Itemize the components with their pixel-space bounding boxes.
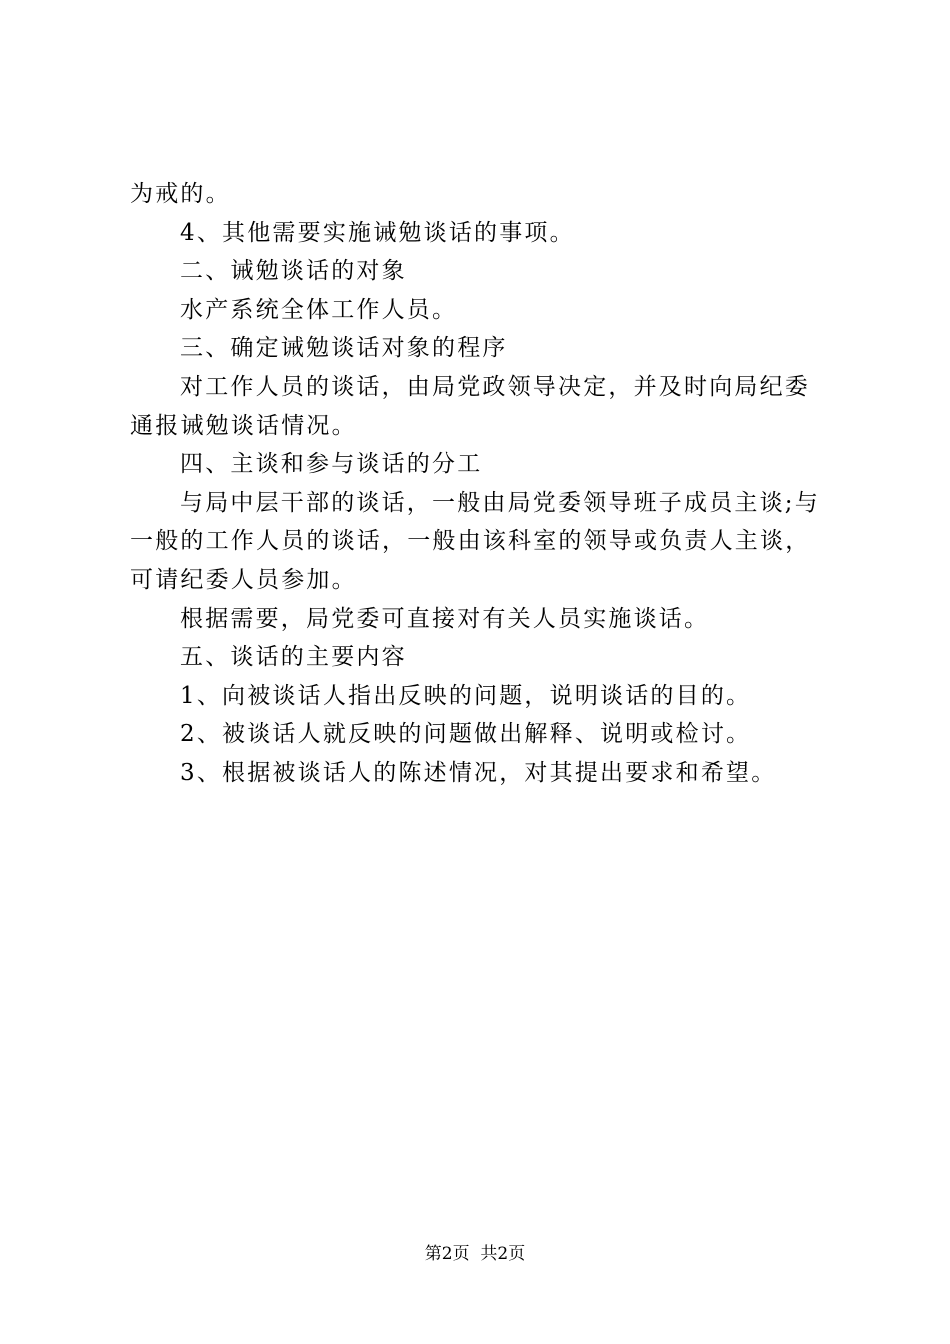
list-item: 2、被谈话人就反映的问题做出解释、说明或检讨。	[180, 721, 752, 748]
text-line: 与局中层干部的谈话，一般由局党委领导班子成员主谈;与	[180, 489, 820, 516]
section-heading: 三、确定诫勉谈话对象的程序	[180, 335, 508, 362]
text-line: 对工作人员的谈话，由局党政领导决定，并及时向局纪委	[180, 373, 810, 400]
text-line: 一般的工作人员的谈话，一般由该科室的领导或负责人主谈，	[130, 528, 811, 555]
text-line: 为戒的。	[130, 181, 231, 207]
list-item: 1、向被谈话人指出反映的问题，说明谈话的目的。	[180, 682, 752, 709]
section-heading: 二、诫勉谈话的对象	[180, 258, 407, 285]
text-line: 可请纪委人员参加。	[130, 566, 357, 593]
page-number: 第2页 共2页	[424, 1244, 526, 1264]
section-heading: 五、谈话的主要内容	[180, 644, 407, 671]
text-line: 4、其他需要实施诫勉谈话的事项。	[180, 219, 575, 246]
list-item: 3、根据被谈话人的陈述情况，对其提出要求和希望。	[180, 759, 777, 786]
section-heading: 四、主谈和参与谈话的分工	[180, 451, 483, 478]
text-line: 水产系统全体工作人员。	[180, 296, 458, 323]
document-body	[130, 175, 830, 793]
page-footer	[0, 1242, 950, 1266]
text-line: 通报诫勉谈话情况。	[130, 412, 357, 439]
text-line: 根据需要，局党委可直接对有关人员实施谈话。	[180, 605, 710, 632]
